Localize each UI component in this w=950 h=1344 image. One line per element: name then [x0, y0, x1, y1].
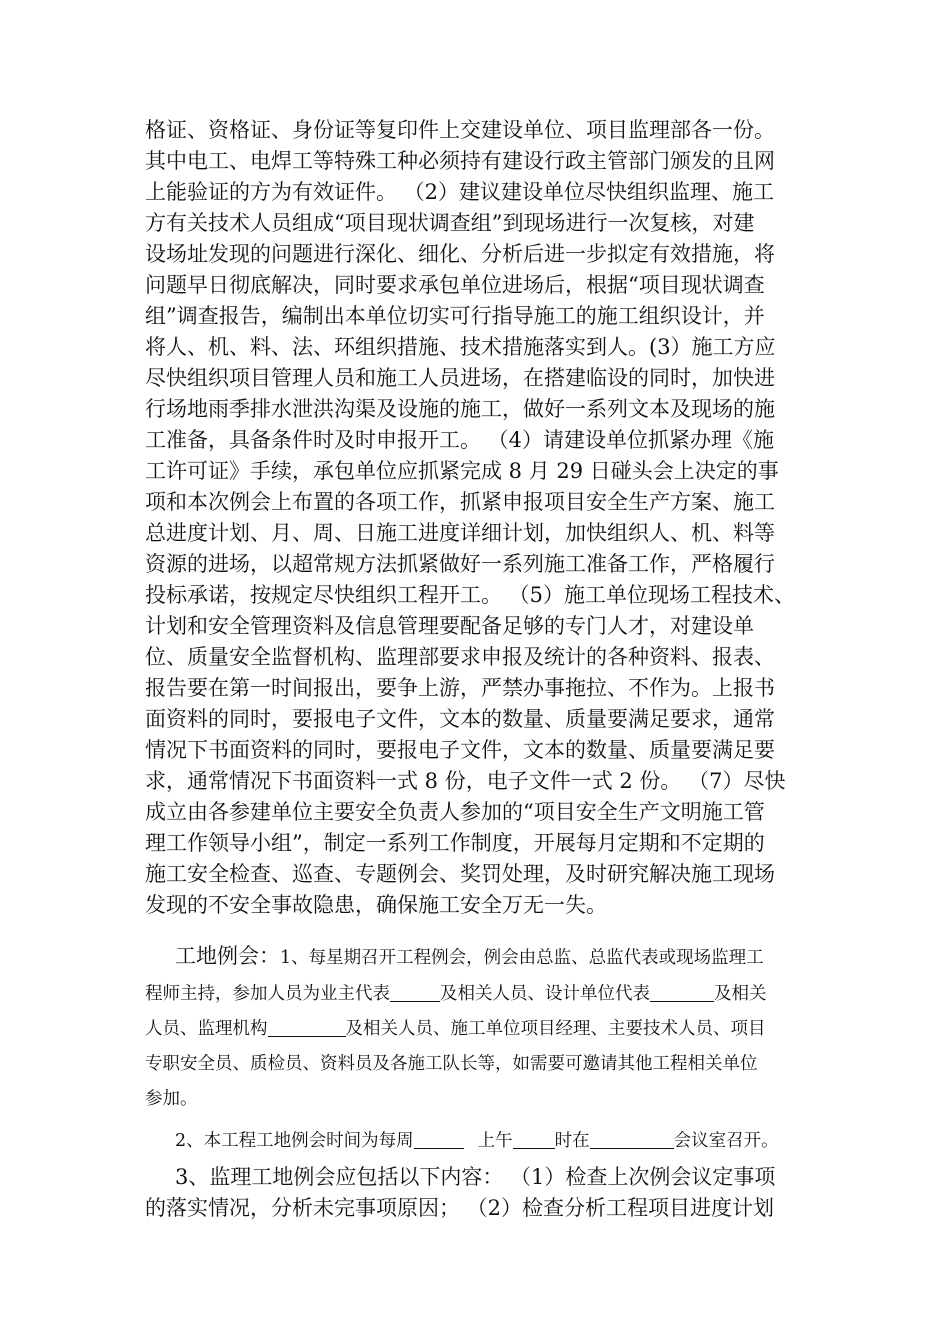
text-span: 人员、监理机构: [145, 1019, 268, 1039]
text-line: 格证、资格证、身份证等复印件上交建设单位、项目监理部各一份。: [145, 118, 775, 142]
text-line: 面资料的同时，要报电子文件，文本的数量、质量要满足要求，通常: [145, 707, 775, 731]
text-line: 投标承诺，按规定尽快组织工程开工。 （5）施工单位现场工程技术、: [145, 583, 796, 607]
text-span: 及相关: [714, 984, 767, 1004]
text-line: 方有关技术人员组成“项目现状调查组”到现场进行一次复核，对建: [145, 211, 755, 235]
fill-in-blank: [590, 1131, 674, 1150]
text-line: 总进度计划、月、周、日施工进度详细计划，加快组织人、机、料等: [145, 521, 775, 545]
text-line: 设场址发现的问题进行深化、细化、分析后进一步拟定有效措施，将: [145, 242, 775, 266]
text-line: 位、质量安全监督机构、监理部要求申报及统计的各种资料、报表、: [145, 645, 775, 669]
text-line: 尽快组织项目管理人员和施工人员进场，在搭建临设的同时，加快进: [145, 366, 775, 390]
text-span: 及相关人员、施工单位项目经理、主要技术人员、项目: [345, 1019, 766, 1039]
fill-in-blank: [390, 984, 440, 1003]
text-line: 求，通常情况下书面资料一式 8 份，电子文件一式 2 份。 （7）尽快: [145, 769, 786, 793]
fill-in-blank: [650, 984, 714, 1003]
text-line: 情况下书面资料的同时，要报电子文件，文本的数量、质量要满足要: [145, 738, 775, 762]
fill-in-blank: [513, 1131, 555, 1150]
text-line: 的落实情况，分析未完事项原因； （2）检查分析工程项目进度计划: [145, 1196, 775, 1220]
text-line: 行场地雨季排水泄洪沟渠及设施的施工，做好一系列文本及现场的施: [145, 397, 775, 421]
text-span: 及相关人员、设计单位代表: [440, 984, 650, 1004]
site-meeting-heading: 工地例会：: [175, 944, 280, 968]
text-line: 工准备，具备条件时及时申报开工。 （4）请建设单位抓紧办理《施: [145, 428, 775, 452]
text-span: 时在: [554, 1131, 590, 1151]
text-line: 问题早日彻底解决，同时要求承包单位进场后，根据“项目现状调查: [145, 273, 765, 297]
text-line: 报告要在第一时间报出，要争上游，严禁办事拖拉、不作为。上报书: [145, 676, 775, 700]
text-line: 其中电工、电焊工等特殊工种必须持有建设行政主管部门颁发的且网: [145, 149, 775, 173]
text-line: 专职安全员、质检员、资料员及各施工队长等，如需要可邀请其他工程相关单位: [145, 1054, 758, 1074]
text-span: 2、本工程工地例会时间为每周: [175, 1131, 414, 1151]
text-line: 计划和安全管理资料及信息管理要配备足够的专门人才，对建设单: [145, 614, 754, 638]
text-line: 发现的不安全事故隐患，确保施工安全万无一失。: [145, 893, 607, 917]
fill-in-blank: [268, 1019, 346, 1038]
text-span: 程师主持，参加人员为业主代表: [145, 984, 390, 1004]
text-line: 3、监理工地例会应包括以下内容： （1）检查上次例会议定事项: [175, 1165, 776, 1189]
fill-in-blank: [414, 1131, 464, 1150]
text-line: 上能验证的方为有效证件。 （2）建议建设单位尽快组织监理、施工: [145, 180, 775, 204]
text-line: 项和本次例会上布置的各项工作，抓紧申报项目安全生产方案、施工: [145, 490, 775, 514]
text-line: 将人、机、料、法、环组织措施、技术措施落实到人。(3）施工方应: [145, 335, 776, 359]
site-meeting-line: [145, 980, 767, 1005]
text-line: 参加。: [145, 1089, 198, 1109]
text-line: 施工安全检查、巡查、专题例会、奖罚处理，及时研究解决施工现场: [145, 862, 775, 886]
meeting-time-line: [175, 1127, 779, 1152]
site-meeting-line: [175, 940, 764, 970]
text-line: 资源的进场，以超常规方法抓紧做好一系列施工准备工作，严格履行: [145, 552, 775, 576]
site-meeting-text: 1、每星期召开工程例会，例会由总监、总监代表或现场监理工: [280, 948, 764, 968]
text-line: 理工作领导小组”，制定一系列工作制度，开展每月定期和不定期的: [145, 831, 765, 855]
text-line: 组”调查报告，编制出本单位切实可行指导施工的施工组织设计，并: [145, 304, 765, 328]
site-meeting-line: [145, 1015, 766, 1040]
text-span: 上午: [477, 1131, 513, 1151]
text-span: 会议室召开。: [673, 1131, 779, 1151]
text-line: 成立由各参建单位主要安全负责人参加的“项目安全生产文明施工管: [145, 800, 765, 824]
text-line: 工许可证》手续，承包单位应抓紧完成 8 月 29 日碰头会上决定的事: [145, 459, 779, 483]
